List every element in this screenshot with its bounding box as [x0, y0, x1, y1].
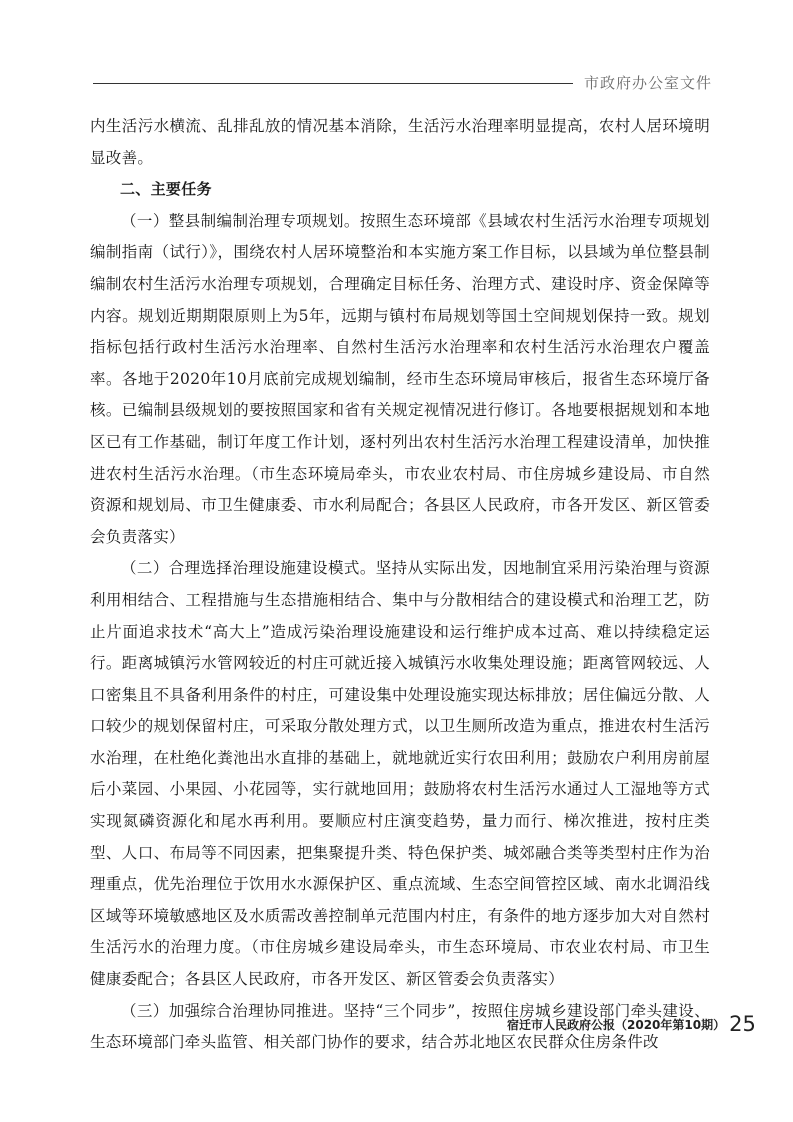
- task-3-text: 坚持“三个同步”，按照住房城乡建设部门牵头建设、生态环境部门牵头监管、相关部门协作的要求，结合苏北地区农民群众住房条件改: [90, 1001, 710, 1052]
- publication-name: 宿迁市人民政府公报（2020年第10期）: [507, 1018, 726, 1032]
- task-1-text: 按照生态环境部《县域农村生活污水治理专项规划编制指南（试行）》，围绕农村人居环境整治和本实施方案工作目标，以县域为单位整县制编制农村生活污水治理专项规划，合理确定目标任务、治理方式、建设时序、资金保障等内容。规划近期期限原则上为5年，远期与镇村布局规划等国土空间规划保持一致。规划指标包括行政村生活污水治理率、自然村生活污水治理率和农村生活污水治理农户覆盖率。各地于2020年10月底前完成规划编制，经市生态环境局审核后，报省生态环境厅备核。已编制县级规划的要按照国家和省有关规定视情况进行修订。各地要根据规划和本地区已有工作基础，制订年度工作计划，逐村列出农村生活污水治理工程建设清单，加快推进农村生活污水治理。（市生态环境局牵头，市农业农村局、市住房城乡建设局、市自然资源和规划局、市卫生健康委、市水利局配合；各县区人民政府，市各开发区、新区管委会负责落实）: [90, 211, 710, 546]
- task-1-heading: （一）整县制编制治理专项规划。: [121, 211, 360, 230]
- task-2-heading: （二）合理选择治理设施建设模式。: [121, 559, 376, 578]
- header-rule: [93, 83, 573, 84]
- paragraph-continued: 内生活污水横流、乱排乱放的情况基本消除，生活污水治理率明显提高，农村人居环境明显改善。: [90, 117, 710, 167]
- document-body: [90, 111, 710, 1059]
- task-3-heading: （三）加强综合治理协同推进。: [121, 1001, 344, 1020]
- page-number: 25: [729, 1012, 756, 1036]
- paragraph-task-1: [90, 206, 710, 554]
- section-heading: 二、主要任务: [120, 180, 212, 199]
- header-title: 市政府办公室文件: [584, 74, 713, 92]
- paragraph-task-2: [90, 553, 710, 995]
- task-2-text: 坚持从实际出发，因地制宜采用污染治理与资源利用相结合、工程措施与生态措施相结合、集中与分散相结合的建设模式和治理工艺，防止片面追求技术“高大上”造成污染治理设施建设和运行维护成本过高、难以持续稳定运行。距离城镇污水管网较近的村庄可就近接入城镇污水收集处理设施；距离管网较远、人口密集且不具备利用条件的村庄，可建设集中处理设施实现达标排放；居住偏远分散、人口较少的规划保留村庄，可采取分散处理方式，以卫生厕所改造为重点，推进农村生活污水治理，在杜绝化粪池出水直排的基础上，就地就近实行农田利用；鼓励农户利用房前屋后小菜园、小果园、小花园等，实行就地回用；鼓励将农村生活污水通过人工湿地等方式实现氮磷资源化和尾水再利用。要顺应村庄演变趋势，量力而行、梯次推进，按村庄类型、人口、布局等不同因素，把集聚提升类、特色保护类、城郊融合类等类型村庄作为治理重点，优先治理位于饮用水水源保护区、重点流域、生态空间管控区域、南水北调沿线区域等环境敏感地区及水质需改善控制单元范围内村庄，有条件的地方逐步加大对自然村生活污水的治理力度。（市住房城乡建设局牵头，市生态环境局、市农业农村局、市卫生健康委配合；各县区人民政府，市各开发区、新区管委会负责落实）: [90, 559, 710, 989]
- page-footer: [507, 1012, 756, 1036]
